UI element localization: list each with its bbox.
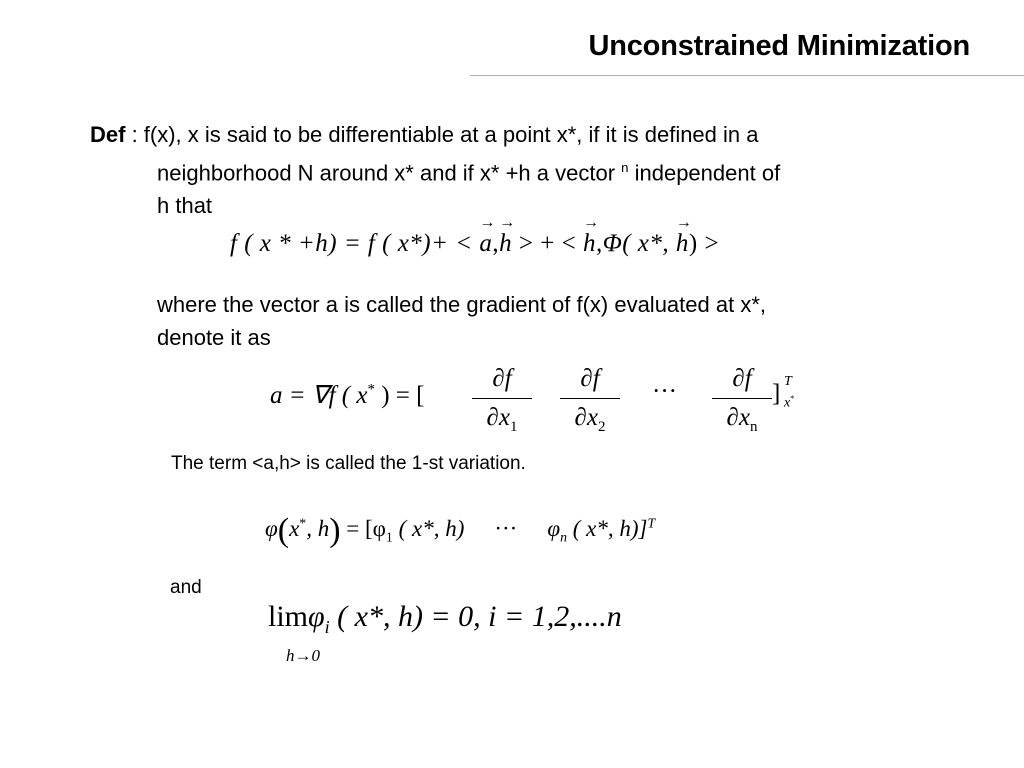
fraction-n-denominator [712, 401, 772, 435]
definition-text-2a: neighborhood N around x* and if x* +h a vector [157, 160, 622, 186]
fraction-1-den-text: ∂x [486, 404, 510, 431]
eq1-phi-part: ,Φ( x*, [595, 230, 676, 257]
gradient-line-2: denote it as [157, 325, 271, 350]
eq4-lim: lim [268, 600, 309, 633]
eq2-lhs-text: a = ∇f ( x [270, 382, 368, 409]
definition-text-1: : f(x), x is said to be differentiable at a point x*, if it is defined in a [125, 122, 759, 147]
fraction-n-numerator: ∂f [732, 365, 752, 392]
eq3-rhs-c: ( x*, h)] [566, 516, 648, 541]
eq3-ellipsis: ··· [494, 516, 518, 541]
eq2-ellipsis: ··· [652, 378, 677, 405]
eq1-lhs: f ( x * +h) = f ( x*)+ < [230, 230, 480, 257]
eq3-sub-n: n [560, 529, 567, 545]
arrow-icon: → [582, 214, 600, 231]
eq2-star: * [367, 381, 375, 398]
eq3-rhs-b: ( x*, h) [392, 516, 465, 541]
eq3-sup-t: T [647, 515, 656, 531]
gradient-equation [270, 362, 830, 446]
eq3-x: x [289, 516, 300, 541]
eq2-close-bracket: ] [772, 380, 781, 407]
fraction-2-bar [560, 398, 620, 399]
fraction-2 [560, 362, 620, 435]
eq1-rhs: ) > [688, 230, 720, 257]
eq4-sub-i: i [324, 617, 330, 637]
fraction-n-subscript: n [749, 419, 758, 435]
fraction-n-den-text: ∂x [726, 404, 750, 431]
title-divider [470, 75, 1024, 76]
eq2-subscript [784, 394, 794, 412]
slide-title: Unconstrained Minimization [588, 30, 970, 62]
vector-h-symbol: h [675, 230, 689, 257]
vector-h-3 [675, 214, 693, 258]
differentiability-equation [230, 214, 720, 258]
arrow-icon: → [675, 214, 693, 231]
gradient-paragraph [157, 288, 997, 354]
fraction-2-den-text: ∂x [574, 404, 598, 431]
fraction-1-bar [472, 398, 532, 399]
eq3-sub-1: 1 [385, 529, 393, 545]
fraction-n [712, 362, 772, 435]
eq2-lhs [270, 380, 424, 410]
fraction-1-numerator: ∂f [492, 365, 512, 392]
eq1-mid: > + < [512, 230, 583, 257]
fraction-2-numerator: ∂f [580, 365, 600, 392]
arrow-icon: → [499, 214, 516, 231]
fraction-2-denominator [560, 401, 620, 435]
vector-h-symbol: h [499, 230, 513, 257]
fraction-1-subscript: 1 [509, 419, 518, 435]
definition-line-2 [90, 151, 990, 189]
eq3-comma-h: , h [306, 516, 330, 541]
eq3-open-paren: ( [277, 512, 290, 549]
vector-a-symbol: a [479, 230, 493, 257]
vector-h-2 [582, 214, 600, 258]
limit-equation [268, 600, 622, 638]
vector-h-1 [499, 214, 516, 258]
eq2-sub-star: * [790, 394, 795, 403]
definition-line-3: h that [157, 193, 213, 219]
vector-a [479, 214, 496, 258]
variation-text: The term <a,h> is called the 1-st variation. [171, 453, 526, 474]
eq4-phi: φ [308, 600, 325, 633]
fraction-1-denominator [472, 401, 532, 435]
definition-label: Def [90, 122, 126, 147]
eq2-sup-t: T [784, 374, 792, 389]
eq3-phi: φ [265, 516, 278, 541]
vector-h-symbol: h [582, 230, 596, 257]
fraction-2-subscript: 2 [597, 419, 606, 435]
phi-vector-equation [265, 512, 655, 550]
fraction-1 [472, 362, 532, 435]
fraction-n-bar [712, 398, 772, 399]
eq2-lhs-end: ) = [ [374, 382, 425, 409]
arrow-icon: → [479, 214, 496, 231]
eq3-star: * [299, 515, 307, 531]
limit-subscript: h→0 [286, 646, 320, 665]
eq3-phi-n: φ [547, 516, 561, 541]
eq1-comma: , [492, 230, 500, 257]
definition-text-2b: independent of [628, 160, 781, 186]
eq3-rhs-a: = [φ [340, 516, 386, 541]
eq4-rest: ( x*, h) = 0, i = 1,2,....n [329, 600, 622, 633]
definition-paragraph [90, 118, 990, 222]
and-text: and [170, 577, 202, 598]
eq3-close-paren: ) [329, 512, 341, 549]
eq2-superscript [784, 374, 792, 390]
definition-superscript-n: n [621, 160, 629, 175]
gradient-line-1: where the vector a is called the gradient of f(x) evaluated at x*, [157, 292, 766, 317]
definition-line-1 [90, 118, 990, 151]
eq2-sub-x: x [784, 395, 791, 411]
